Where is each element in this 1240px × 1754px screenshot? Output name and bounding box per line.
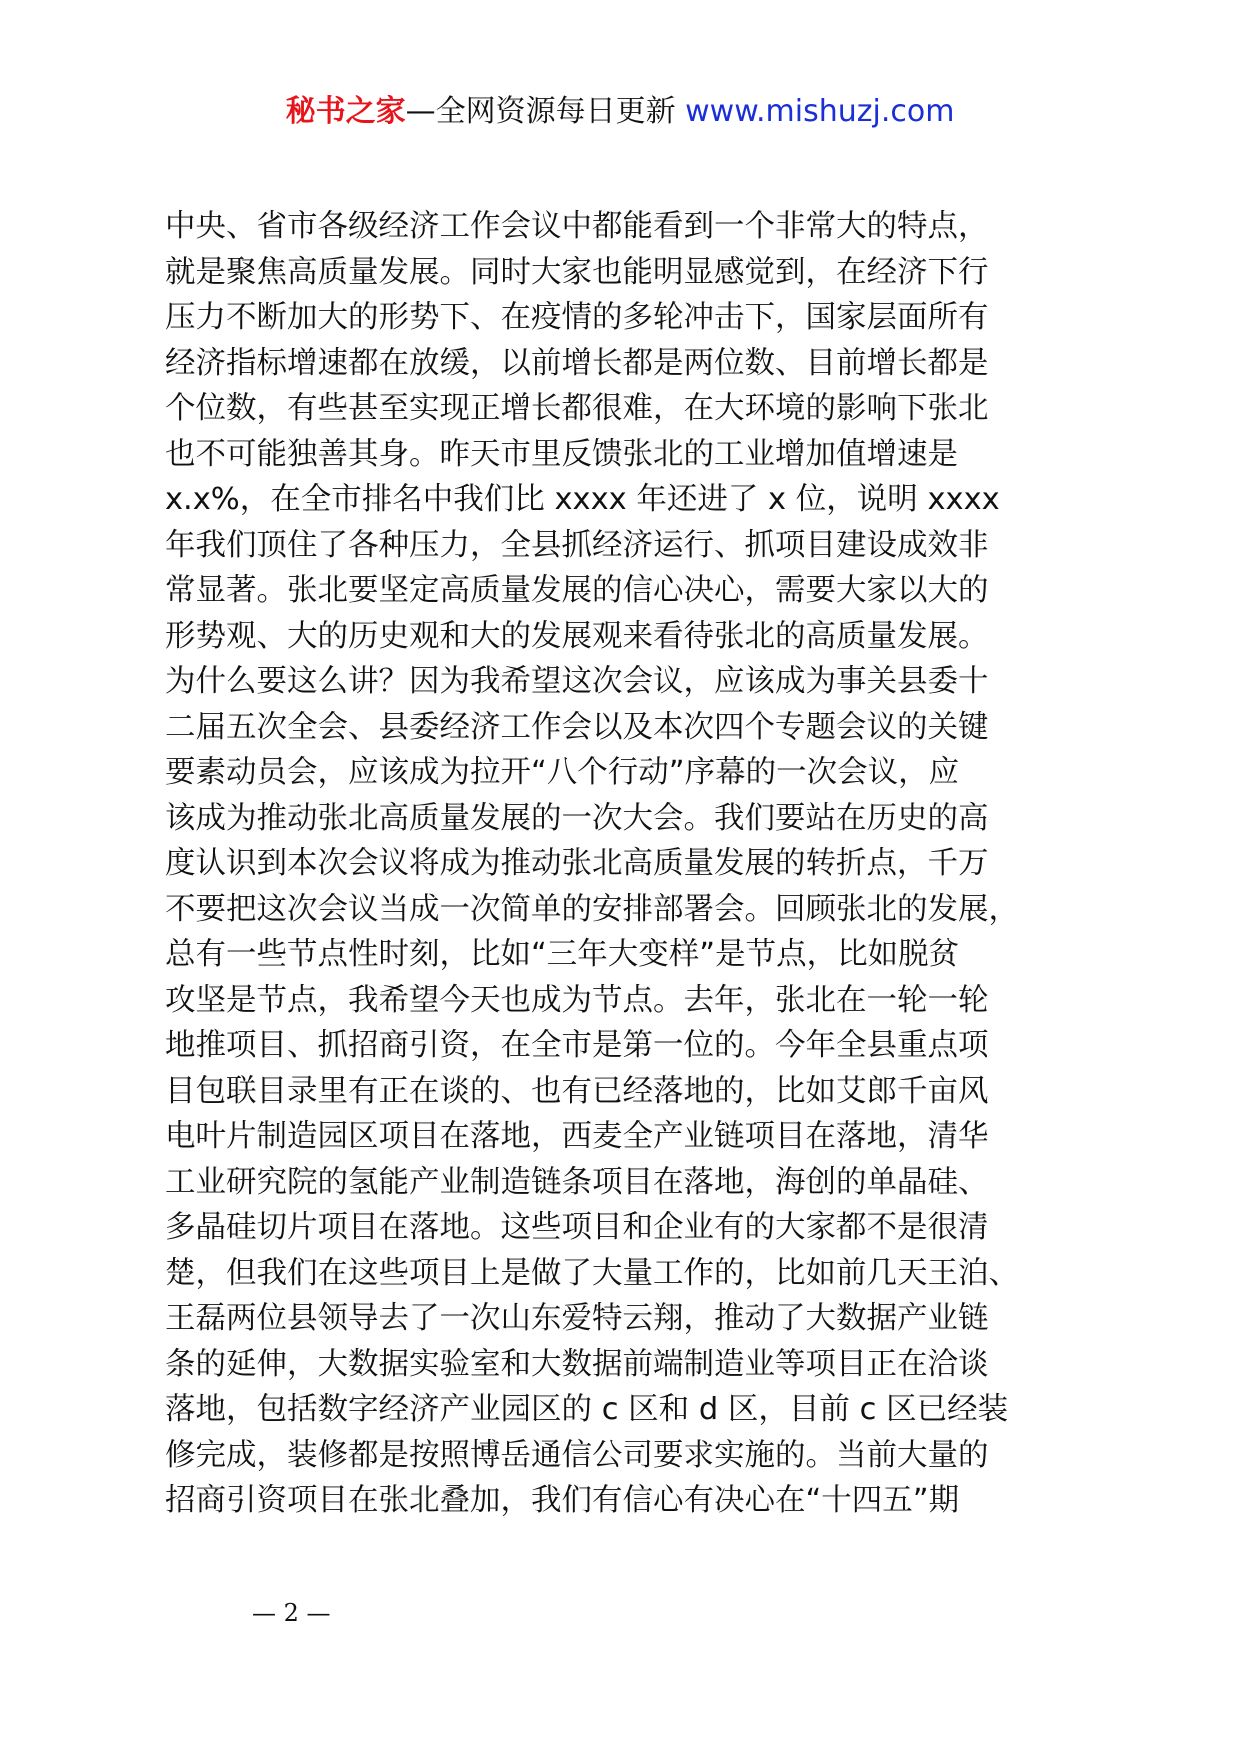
page-number: — 2 — (252, 1599, 331, 1627)
body-line: x.x%，在全市排名中我们比 xxxx 年还进了 x 位，说明 xxxx (165, 482, 1000, 517)
body-line: 二届五次全会、县委经济工作会以及本次四个专题会议的关键 (165, 709, 989, 745)
body-line: 目包联目录里有正在谈的、也有已经落地的，比如艾郎千亩风 (165, 1073, 989, 1109)
body-line: 度认识到本次会议将成为推动张北高质量发展的转折点，千万 (165, 846, 989, 881)
document-body (165, 204, 1085, 1524)
body-line: 该成为推动张北高质量发展的一次大会。我们要站在历史的高 (165, 800, 989, 836)
site-url-link[interactable]: www.mishuzj.com (685, 94, 955, 129)
body-line: 经济指标增速都在放缓，以前增长都是两位数、目前增长都是 (165, 345, 989, 381)
body-line: 形势观、大的历史观和大的发展观来看待张北的高质量发展。 (165, 618, 989, 654)
site-header-banner (0, 92, 1240, 132)
body-line: 工业研究院的氢能产业制造链条项目在落地，海创的单晶硅、 (165, 1164, 989, 1200)
body-line: 落地，包括数字经济产业园区的 c 区和 d 区，目前 c 区已经装 (165, 1392, 1009, 1427)
body-line: 招商引资项目在张北叠加，我们有信心有决心在“十四五”期 (165, 1483, 960, 1518)
site-tagline: —全网资源每日更新 (405, 94, 676, 129)
site-brand-name: 秘书之家 (285, 94, 406, 129)
body-line: 修完成，装修都是按照博岳通信公司要求实施的。当前大量的 (165, 1437, 989, 1473)
body-line: 要素动员会，应该成为拉开“八个行动”序幕的一次会议，应 (165, 755, 960, 790)
body-line: 个位数，有些甚至实现正增长都很难，在大环境的影响下张北 (165, 391, 989, 426)
body-line: 就是聚焦高质量发展。同时大家也能明显感觉到，在经济下行 (165, 254, 989, 290)
body-line: 条的延伸，大数据实验室和大数据前端制造业等项目正在洽谈 (165, 1346, 989, 1382)
body-line: 楚，但我们在这些项目上是做了大量工作的，比如前几天王泊、 (165, 1255, 1019, 1291)
body-line: 不要把这次会议当成一次简单的安排部署会。回顾张北的发展， (165, 891, 1019, 927)
body-line: 也不可能独善其身。昨天市里反馈张北的工业增加值增速是 (165, 436, 958, 472)
body-line: 常显著。张北要坚定高质量发展的信心决心，需要大家以大的 (165, 573, 989, 608)
body-line: 攻坚是节点，我希望今天也成为节点。去年，张北在一轮一轮 (165, 982, 989, 1018)
body-line: 电叶片制造园区项目在落地，西麦全产业链项目在落地，清华 (165, 1119, 989, 1154)
body-line: 多晶硅切片项目在落地。这些项目和企业有的大家都不是很清 (165, 1210, 989, 1245)
body-line: 王磊两位县领导去了一次山东爱特云翔，推动了大数据产业链 (165, 1301, 989, 1336)
body-line: 地推项目、抓招商引资，在全市是第一位的。今年全县重点项 (165, 1028, 989, 1063)
body-line: 为什么要这么讲？因为我希望这次会议，应该成为事关县委十 (165, 664, 989, 699)
body-line: 中央、省市各级经济工作会议中都能看到一个非常大的特点， (165, 209, 989, 244)
body-line: 压力不断加大的形势下、在疫情的多轮冲击下，国家层面所有 (165, 300, 989, 335)
body-line: 年我们顶住了各种压力，全县抓经济运行、抓项目建设成效非 (165, 527, 989, 563)
body-line: 总有一些节点性时刻，比如“三年大变样”是节点，比如脱贫 (165, 937, 960, 972)
